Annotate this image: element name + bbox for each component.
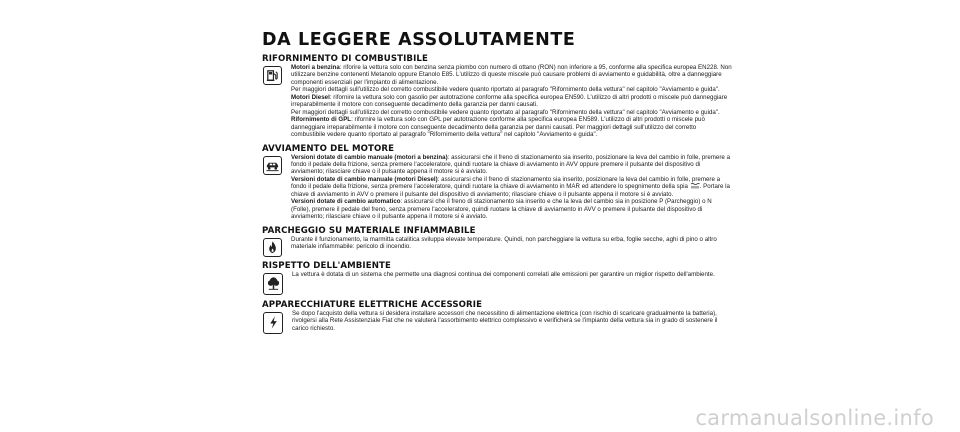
paragraph-text: Se dopo l'acquisto della vettura si desidera installare accessori che necessitino di alimentazione elettrica (con rischio di scaricare gradualmente la batteria), rivolgersi alla Rete Assistenziale Fiat che ne valuterà l'assorbimento elettrico complessivo e verificherà se l'impianto della vettura sia in grado di sostenere il carico richiesto.	[292, 309, 718, 332]
paragraph-text: Per maggiori dettagli sull'utilizzo del corretto combustibile vedere quanto riportato al paragrafo "Rifornimento della vettura" nel capitolo "Avviamento e guida".	[291, 86, 720, 94]
section-fuel	[262, 64, 732, 139]
section-electrical	[262, 310, 732, 334]
paragraph	[292, 310, 732, 332]
tree-icon	[263, 273, 283, 295]
section-body-fuel	[291, 64, 732, 139]
section-body-environment	[292, 271, 732, 278]
section-heading-engine-start: AVVIAMENTO DEL MOTORE	[262, 143, 395, 154]
paragraph	[291, 94, 732, 109]
paragraph-label: Motori a benzina	[291, 64, 340, 71]
lightning-icon	[263, 312, 283, 334]
section-heading-parking: PARCHEGGIO SU MATERIALE INFIAMMABILE	[262, 225, 476, 236]
paragraph	[291, 176, 732, 198]
paragraph-text: La vettura è dotata di un sistema che permette una diagnosi continua dei componenti correlati alle emissioni per garantire un miglior rispetto dell'ambiente.	[292, 270, 715, 278]
section-body-parking	[291, 236, 732, 251]
page-title: DA LEGGERE ASSOLUTAMENTE	[262, 30, 576, 50]
paragraph-label: Motori Diesel	[291, 93, 330, 101]
paragraph	[291, 64, 732, 86]
paragraph	[291, 86, 732, 93]
paragraph-text: : rifornire la vettura solo con gasolio per autotrazione conforme alla specifica europea EN590. L'utilizzo di altri prodotti o miscele può danneggiare irreparabilmente il motore con conseguente decadimento della garanzia per danni causati.	[291, 93, 728, 109]
paragraph-label: Rifornimento di GPL	[291, 116, 352, 124]
section-body-engine-start	[291, 154, 732, 221]
glow-plug-warning-icon	[690, 183, 700, 189]
paragraph-text: : assicurarsi che il freno di stazionamento sia inserito e che la leva del cambio sia in posizione P (Parcheggio) o N (Folle), premere il pedale del freno, senza premere l'acceleratore, quindi ruotare la chiave di avviamento in AVV o premere il pulsante del dispositivo di avviamento; rilasciare chiave o il pulsante appena il motore si è avviato.	[291, 198, 712, 221]
paragraph	[291, 236, 732, 251]
paragraph-text: : rifornire la vettura solo con GPL per autotrazione conforme alla specifica europea EN589. L'utilizzo di altri prodotti o miscele può danneggiare irreparabilmente il motore con conseguente decadimento della garanzia per danni causati. Per maggiori dettagli sull'utilizzo del corretto combustibile vedere quanto riportato al paragrafo "Rifornimento della vettura" nel capitolo "Avviamento e guida".	[291, 116, 705, 139]
paragraph	[291, 154, 732, 176]
paragraph	[291, 198, 732, 220]
paragraph-label: Versioni dotate di cambio automatico	[291, 198, 401, 206]
paragraph-label: Versioni dotate di cambio manuale (motori Diesel)	[291, 175, 438, 183]
car-icon	[263, 156, 282, 175]
fuel-pump-icon	[263, 66, 282, 85]
paragraph	[291, 116, 732, 138]
section-engine-start	[262, 154, 732, 221]
section-environment	[262, 271, 732, 295]
fire-icon	[263, 238, 282, 257]
paragraph-text: : riforire la vettura solo con benzina senza piombo con numero di ottano (RON) non inferiore a 95, conforme alla specifica europea EN228. Non utilizzare benzine contenenti Metanolo oppure Etanolo E85. L'utilizzo di queste miscele può causare problemi di avviamento e guidabilità, oltre a danneggiare componenti essenziali per l'impianto di alimentazione.	[291, 64, 732, 86]
section-heading-fuel: RIFORNIMENTO DI COMBUSTIBILE	[262, 54, 428, 64]
paragraph	[291, 109, 732, 116]
watermark: carmanualsonline.info	[695, 406, 934, 430]
section-heading-environment: RISPETTO DELL'AMBIENTE	[262, 260, 391, 271]
paragraph-text-after-icon: . Portare la chiave di avviamento in AVV o premere il pulsante del dispositivo di avviamento; rilasciare chiave o il pulsante appena il motore si è avviato.	[291, 183, 730, 198]
paragraph-label: Versioni dotate di cambio manuale (motori a benzina)	[291, 153, 448, 161]
section-parking	[262, 236, 732, 257]
paragraph-text: : assicurarsi che il freno di stazionamento sia inserito, posizionare la leva del cambio in folle, premere a fondo il pedale della frizione, senza premere l'acceleratore, quindi ruotare la chiave di avviamento in MAR ed attendere lo spegnimento della spia	[291, 175, 721, 191]
paragraph-text: Durante il funzionamento, la marmitta catalitica sviluppa elevate temperature. Quindi, non parcheggiare la vettura su erba, foglie secche, aghi di pino o altro materiale infiammabile: pericolo di incendio.	[291, 235, 717, 251]
manual-page	[262, 30, 732, 334]
paragraph-text: : assicurarsi che il freno di stazionamento sia inserito, posizionare la leva del cambio in folle, premere a fondo il pedale della frizione, senza premere l'acceleratore, quindi ruotare la chiave di avviamento in AVV oppure premere il pulsante del dispositivo di avviamento; rilasciare chiave o il pulsante appena il motore si è avviato.	[291, 153, 731, 176]
paragraph	[292, 271, 732, 278]
section-heading-electrical: APPARECCHIATURE ELETTRICHE ACCESSORIE	[262, 299, 483, 310]
section-body-electrical	[292, 310, 732, 332]
paragraph-text: Per maggiori dettagli sull'utilizzo del corretto combustibile vedere quanto riportato al paragrafo "Rifornimento della vettura" nel capitolo "Avviamento e guida".	[291, 108, 720, 116]
